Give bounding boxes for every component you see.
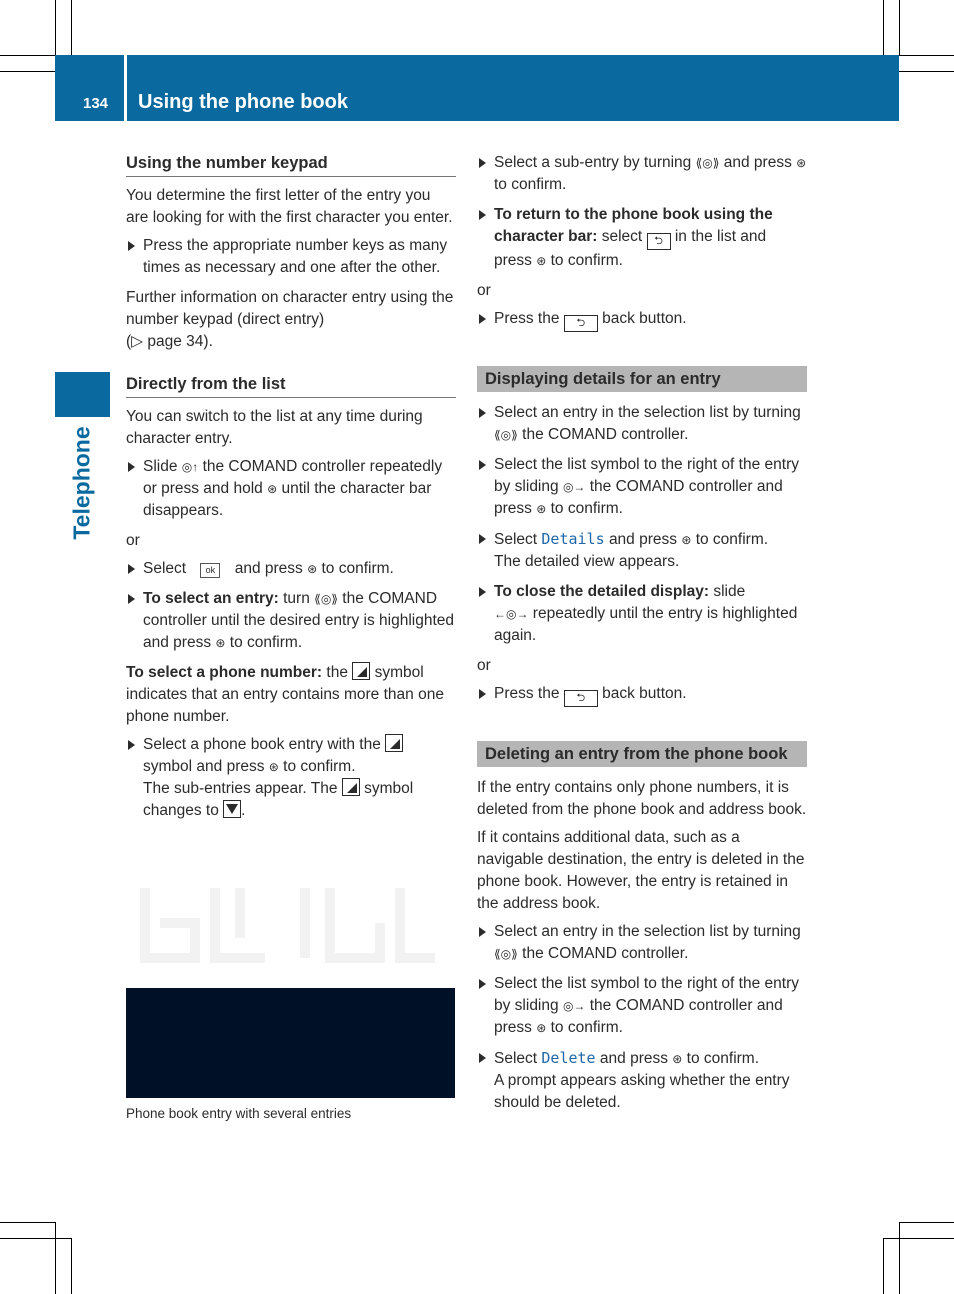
instruction-step: Press the appropriate number keys as many times as necessary and one after the other. bbox=[126, 235, 456, 279]
paragraph: If the entry contains only phone numbers, it is deleted from the phone book and address book. bbox=[477, 779, 807, 818]
crop-mark bbox=[0, 71, 55, 72]
right-column bbox=[477, 152, 807, 1122]
section-heading-directly-from-list: Directly from the list bbox=[126, 373, 456, 398]
expanded-entries-icon bbox=[223, 800, 241, 818]
section-heading-deleting-entry: Deleting an entry from the phone book bbox=[477, 741, 807, 767]
crop-mark bbox=[899, 1222, 900, 1294]
figure-caption: Phone book entry with several entries bbox=[126, 1106, 352, 1121]
instruction-step: Press the ⮌ back button. bbox=[477, 683, 807, 707]
page-reference-link[interactable]: (▷ page 34). bbox=[126, 333, 213, 350]
turn-icon: ⟪◎⟫ bbox=[494, 428, 518, 442]
crop-mark bbox=[0, 55, 55, 56]
press-icon: ⊛ bbox=[796, 156, 807, 170]
multiple-numbers-icon bbox=[352, 662, 370, 680]
instruction-step: Press the ⮌ back button. bbox=[477, 308, 807, 332]
ok-key-icon: ok bbox=[200, 563, 220, 578]
crop-mark bbox=[71, 0, 72, 55]
crop-mark bbox=[55, 0, 56, 55]
watermark bbox=[140, 878, 440, 968]
slide-left-right-icon: ←◎→ bbox=[494, 607, 529, 621]
paragraph: Further information on character entry using the number keypad (direct entry) (▷ page 34). bbox=[126, 289, 454, 350]
instruction-step: Select an entry in the selection list by turning ⟪◎⟫ the COMAND controller. bbox=[477, 402, 807, 446]
instruction-step: To return to the phone book using the character bar: select ⮌ in the list and press ⊛ to confirm. bbox=[477, 204, 807, 272]
instruction-step: Select a sub-entry by turning ⟪◎⟫ and press ⊛ to confirm. bbox=[477, 152, 807, 196]
press-icon: ⊛ bbox=[536, 502, 547, 516]
paragraph: You determine the first letter of the entry you are looking for with the first character you enter. bbox=[126, 187, 453, 226]
crop-mark bbox=[0, 1222, 55, 1223]
instruction-step: Select Details and press ⊛ to confirm. The detailed view appears. bbox=[477, 528, 807, 573]
crop-mark bbox=[883, 1238, 884, 1294]
instruction-step: Select the list symbol to the right of the entry by sliding ◎→ the COMAND controller and press ⊛ to confirm. bbox=[477, 454, 807, 520]
slide-right-icon: ◎→ bbox=[562, 480, 586, 494]
back-symbol-icon: ⮌ bbox=[647, 233, 671, 250]
section-heading-number-keypad: Using the number keypad bbox=[126, 152, 456, 177]
instruction-step: To close the detailed display: slide ←◎→ repeatedly until the entry is highlighted again. bbox=[477, 581, 807, 647]
instruction-step: Select Delete and press ⊛ to confirm. A prompt appears asking whether the entry should be deleted. bbox=[477, 1047, 807, 1114]
turn-icon: ⟪◎⟫ bbox=[314, 592, 338, 606]
paragraph: To select a phone number: the symbol indicates that an entry contains more than one phone number. bbox=[126, 664, 444, 725]
details-menu-item: Details bbox=[541, 530, 605, 548]
press-icon: ⊛ bbox=[672, 1052, 683, 1066]
crop-mark bbox=[899, 1222, 954, 1223]
delete-menu-item: Delete bbox=[541, 1049, 596, 1067]
or-text: or bbox=[477, 657, 491, 674]
crop-mark bbox=[55, 1222, 56, 1294]
slide-right-icon: ◎→ bbox=[562, 999, 586, 1013]
back-button-icon: ⮌ bbox=[564, 315, 598, 332]
or-text: or bbox=[126, 532, 140, 549]
press-icon: ⊛ bbox=[681, 533, 692, 547]
instruction-step: Select ok and press ⊛ to confirm. bbox=[126, 558, 456, 580]
instruction-step: Select a phone book entry with the symbol and press ⊛ to confirm. The sub-entries appear. The symbol changes to . bbox=[126, 734, 456, 822]
page-header bbox=[55, 55, 899, 121]
page-number: 134 bbox=[83, 95, 109, 112]
crop-mark bbox=[0, 1238, 71, 1239]
paragraph: If it contains additional data, such as a navigable destination, the entry is deleted in the phone book. However, the entry is retained in the address book. bbox=[477, 829, 805, 912]
page-title: Using the phone book bbox=[138, 91, 348, 113]
crop-mark bbox=[899, 0, 900, 55]
section-heading-displaying-details: Displaying details for an entry bbox=[477, 366, 807, 392]
turn-icon: ⟪◎⟫ bbox=[695, 156, 720, 170]
crop-mark bbox=[899, 55, 954, 56]
back-button-icon: ⮌ bbox=[564, 690, 598, 707]
press-icon: ⊛ bbox=[536, 1021, 547, 1035]
turn-icon: ⟪◎⟫ bbox=[494, 947, 518, 961]
left-column bbox=[126, 152, 456, 830]
press-icon: ⊛ bbox=[215, 636, 226, 650]
display-screenshot-image bbox=[126, 988, 455, 1098]
instruction-step: Select an entry in the selection list by turning ⟪◎⟫ the COMAND controller. bbox=[477, 921, 807, 965]
multiple-numbers-icon bbox=[342, 778, 360, 796]
instruction-step: Slide ◎↑ the COMAND controller repeatedly or press and hold ⊛ until the character bar disappears. bbox=[126, 456, 456, 522]
press-icon: ⊛ bbox=[268, 760, 279, 774]
instruction-step: To select an entry: turn ⟪◎⟫ the COMAND controller until the desired entry is highlighted and press ⊛ to confirm. bbox=[126, 588, 456, 654]
or-text: or bbox=[477, 282, 491, 299]
slide-up-icon: ◎↑ bbox=[181, 460, 199, 474]
multiple-numbers-icon bbox=[385, 734, 403, 752]
paragraph: You can switch to the list at any time during character entry. bbox=[126, 408, 423, 447]
crop-mark bbox=[883, 0, 884, 55]
press-icon: ⊛ bbox=[307, 562, 318, 576]
instruction-step: Select the list symbol to the right of the entry by sliding ◎→ the COMAND controller and press ⊛ to confirm. bbox=[477, 973, 807, 1039]
crop-mark bbox=[71, 1238, 72, 1294]
press-icon: ⊛ bbox=[267, 482, 278, 496]
side-tab-label: Telephone bbox=[68, 426, 95, 540]
press-icon: ⊛ bbox=[536, 254, 547, 268]
crop-mark bbox=[899, 71, 954, 72]
side-tab-marker bbox=[55, 372, 110, 417]
header-divider bbox=[124, 55, 127, 121]
crop-mark bbox=[883, 1238, 954, 1239]
